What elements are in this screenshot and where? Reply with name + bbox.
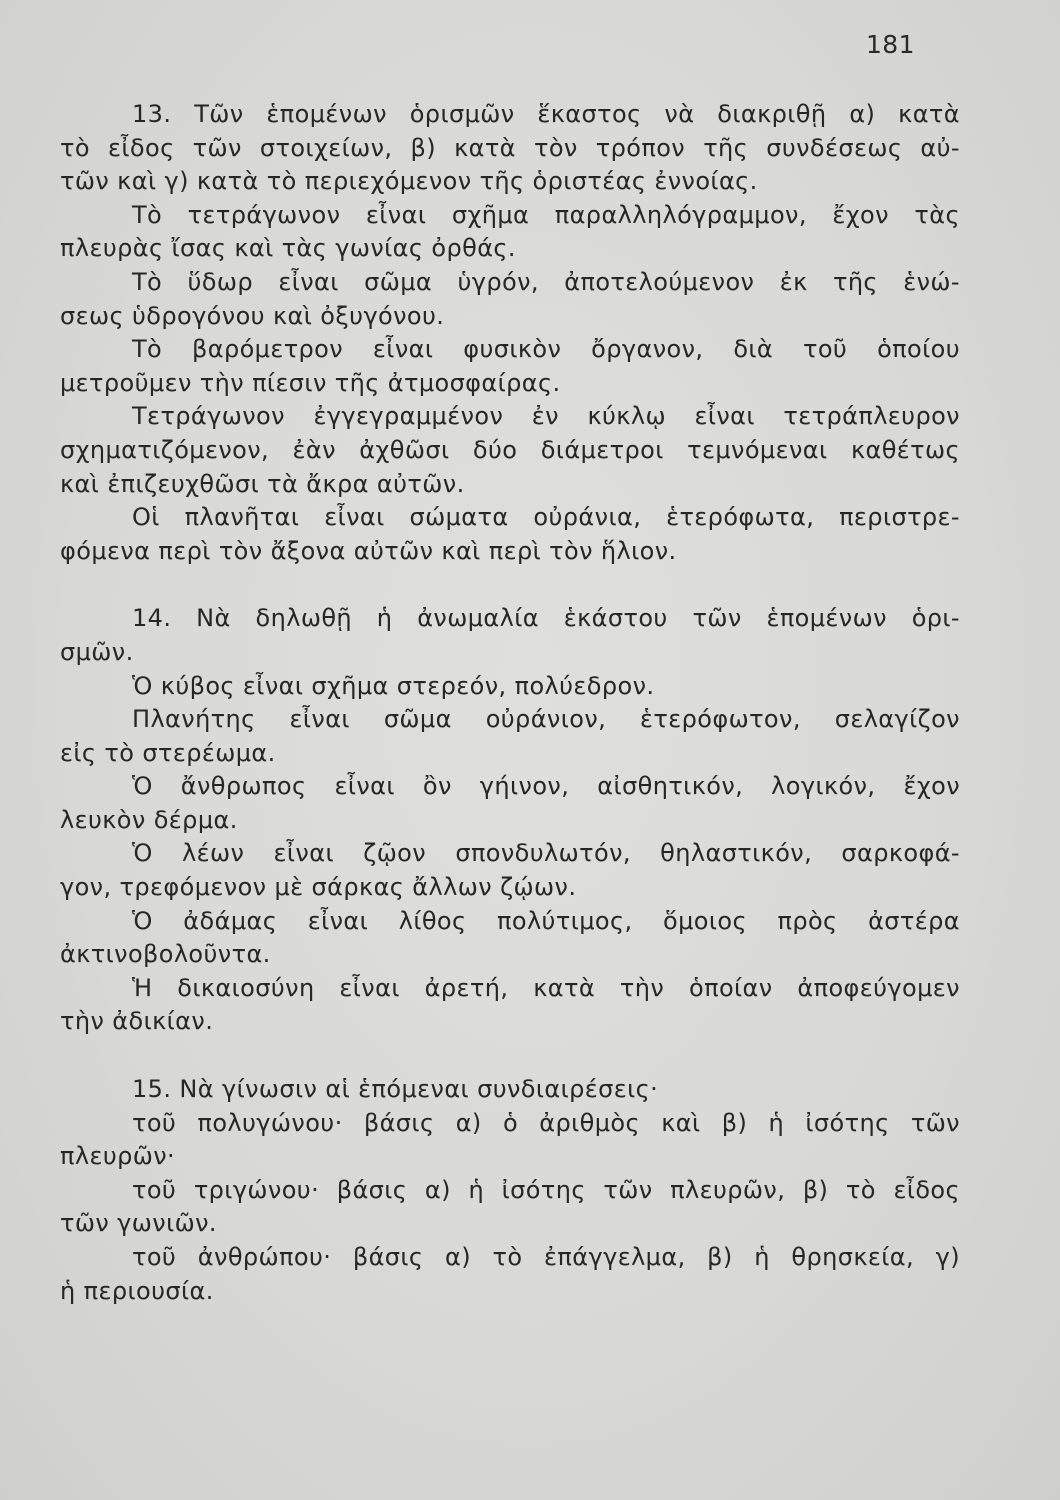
page-number: 181 [866,30,915,59]
text-line: φόμενα περὶ τὸν ἄξονα αὐτῶν καὶ περὶ τὸν ἥλιον. [60,536,677,565]
section-gap [60,1039,960,1073]
text-line: τὸ εἶδος τῶν στοιχείων, β) κατὰ τὸν τρόπον τῆς συνδέσεως αὐ- [60,133,960,162]
text-line: σεως ὑδρογόνου καὶ ὀξυγόνου. [60,301,445,330]
text-line: Ὁ ἀδάμας εἶναι λίθος πολύτιμος, ὅμοιος πρὸς ἀστέρα [132,906,960,935]
text-line: 13. Τῶν ἑπομένων ὁρισμῶν ἕκαστος νὰ διακριθῇ α) κατὰ [132,100,960,128]
section-gap [60,568,960,602]
text-line: τῶν καὶ γ) κατὰ τὸ περιεχόμενον τῆς ὁριστέας ἐννοίας. [60,167,758,196]
text-line: Τὸ τετράγωνον εἶναι σχῆμα παραλληλόγραμμον, ἔχον τὰς [132,200,960,229]
text-line: τοῦ πολυγώνου· βάσις α) ὁ ἀριθμὸς καὶ β) ἡ ἰσότης τῶν [132,1108,960,1137]
exercise-14 [60,602,960,1039]
exercise-15 [60,1073,960,1308]
text-line: Ὁ κύβος εἶναι σχῆμα στερεόν, πολύεδρον. [132,671,655,700]
text-line: γον, τρεφόμενον μὲ σάρκας ἄλλων ζῴων. [60,873,577,902]
text-line: σμῶν. [60,637,134,666]
exercise-13 [60,98,960,568]
text-line: πλευρῶν· [60,1142,176,1171]
page-body [60,98,960,1308]
text-line: σχηματιζόμενον, ἐὰν ἀχθῶσι δύο διάμετροι τεμνόμεναι καθέτως [60,435,960,464]
text-line: Οἱ πλανῆται εἶναι σώματα οὐράνια, ἑτερόφωτα, περιστρε- [132,503,960,532]
text-line: ἡ περιουσία. [60,1276,214,1305]
text-line: 15. Νὰ γίνωσιν αἱ ἑπόμεναι συνδιαιρέσεις· [132,1075,659,1104]
text-line: Τὸ ὕδωρ εἶναι σῶμα ὑγρόν, ἀποτελούμενον ἐκ τῆς ἑνώ- [132,267,960,296]
text-line: Ἡ δικαιοσύνη εἶναι ἀρετή, κατὰ τὴν ὁποίαν ἀποφεύγομεν [132,973,960,1002]
text-line: ἀκτινοβολοῦντα. [60,940,271,969]
text-line: μετροῦμεν τὴν πίεσιν τῆς ἀτμοσφαίρας. [60,368,561,397]
text-line: τοῦ ἀνθρώπου· βάσις α) τὸ ἐπάγγελμα, β) ἡ θρησκεία, γ) [132,1243,960,1271]
text-line: τοῦ τριγώνου· βάσις α) ἡ ἰσότης τῶν πλευρῶν, β) τὸ εἶδος [132,1175,960,1204]
text-line: τὴν ἀδικίαν. [60,1007,214,1036]
text-line: πλευρὰς ἴσας καὶ τὰς γωνίας ὀρθάς. [60,234,516,263]
text-line: Πλανήτης εἶναι σῶμα οὐράνιον, ἑτερόφωτον, σελαγίζον [132,705,960,734]
text-line: καὶ ἐπιζευχθῶσι τὰ ἄκρα αὐτῶν. [60,469,465,498]
text-line: Τὸ βαρόμετρον εἶναι φυσικὸν ὄργανον, διὰ τοῦ ὁποίου [132,335,960,364]
text-line: Ὁ ἄνθρωπος εἶναι ὂν γήινον, αἰσθητικόν, λογικόν, ἔχον [132,772,960,801]
text-line: εἰς τὸ στερέωμα. [60,738,276,767]
text-line: λευκὸν δέρμα. [60,805,238,834]
text-line: Ὁ λέων εἶναι ζῷον σπονδυλωτόν, θηλαστικόν, σαρκοφά- [132,839,960,868]
text-line: 14. Νὰ δηλωθῇ ἡ ἀνωμαλία ἑκάστου τῶν ἑπομένων ὁρι- [132,604,960,633]
text-line: τῶν γωνιῶν. [60,1209,217,1238]
text-line: Τετράγωνον ἐγγεγραμμένον ἐν κύκλῳ εἶναι τετράπλευρον [132,402,960,431]
